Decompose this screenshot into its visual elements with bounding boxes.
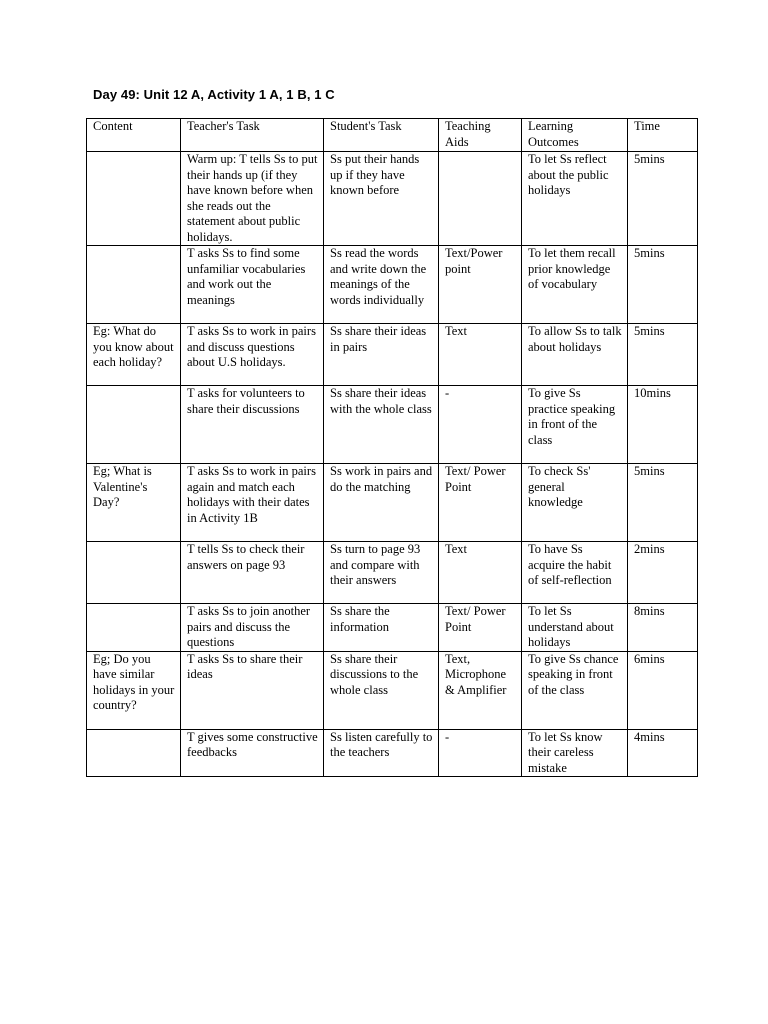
cell-content: Eg: What do you know about each holiday? bbox=[87, 324, 181, 386]
cell-teaching-aids: Text bbox=[439, 542, 522, 604]
cell-content bbox=[87, 542, 181, 604]
table-row bbox=[87, 246, 698, 324]
cell-content: Eg; What is Valentine's Day? bbox=[87, 464, 181, 542]
header-time: Time bbox=[628, 119, 698, 152]
cell-students-task: Ss turn to page 93 and compare with their answers bbox=[324, 542, 439, 604]
cell-learning-outcomes: To let Ss know their careless mistake bbox=[522, 729, 628, 777]
cell-time: 2mins bbox=[628, 542, 698, 604]
cell-teaching-aids bbox=[439, 152, 522, 246]
table-header-row bbox=[87, 119, 698, 152]
cell-teachers-task: T asks Ss to find some unfamiliar vocabularies and work out the meanings bbox=[181, 246, 324, 324]
header-teachers-task: Teacher's Task bbox=[181, 119, 324, 152]
cell-time: 6mins bbox=[628, 651, 698, 729]
cell-teachers-task: T asks Ss to work in pairs and discuss questions about U.S holidays. bbox=[181, 324, 324, 386]
header-teaching-aids: Teaching Aids bbox=[439, 119, 522, 152]
table-row bbox=[87, 651, 698, 729]
cell-learning-outcomes: To give Ss chance speaking in front of the class bbox=[522, 651, 628, 729]
cell-teaching-aids: Text bbox=[439, 324, 522, 386]
cell-time: 5mins bbox=[628, 246, 698, 324]
cell-teaching-aids: - bbox=[439, 729, 522, 777]
cell-learning-outcomes: To check Ss' general knowledge bbox=[522, 464, 628, 542]
header-content: Content bbox=[87, 119, 181, 152]
cell-students-task: Ss read the words and write down the meanings of the words individually bbox=[324, 246, 439, 324]
cell-learning-outcomes: To have Ss acquire the habit of self-reflection bbox=[522, 542, 628, 604]
cell-teachers-task: T asks Ss to work in pairs again and match each holidays with their dates in Activity 1B bbox=[181, 464, 324, 542]
cell-learning-outcomes: To let Ss understand about holidays bbox=[522, 604, 628, 652]
cell-teachers-task: T asks Ss to join another pairs and discuss the questions bbox=[181, 604, 324, 652]
cell-learning-outcomes: To give Ss practice speaking in front of the class bbox=[522, 386, 628, 464]
cell-students-task: Ss share their ideas with the whole class bbox=[324, 386, 439, 464]
cell-learning-outcomes: To let them recall prior knowledge of vocabulary bbox=[522, 246, 628, 324]
cell-teachers-task: T tells Ss to check their answers on page 93 bbox=[181, 542, 324, 604]
cell-learning-outcomes: To allow Ss to talk about holidays bbox=[522, 324, 628, 386]
cell-teaching-aids: Text/ Power Point bbox=[439, 464, 522, 542]
table-row bbox=[87, 604, 698, 652]
cell-teachers-task: T asks for volunteers to share their discussions bbox=[181, 386, 324, 464]
cell-teaching-aids: Text/Power point bbox=[439, 246, 522, 324]
document-title: Day 49: Unit 12 A, Activity 1 A, 1 B, 1 C bbox=[93, 87, 335, 102]
cell-teachers-task: T asks Ss to share their ideas bbox=[181, 651, 324, 729]
cell-time: 5mins bbox=[628, 324, 698, 386]
cell-time: 5mins bbox=[628, 152, 698, 246]
cell-time: 4mins bbox=[628, 729, 698, 777]
cell-content bbox=[87, 246, 181, 324]
table-row bbox=[87, 729, 698, 777]
table-body bbox=[87, 152, 698, 777]
lesson-plan-table bbox=[86, 118, 698, 777]
table-row bbox=[87, 152, 698, 246]
header-students-task: Student's Task bbox=[324, 119, 439, 152]
cell-students-task: Ss share the information bbox=[324, 604, 439, 652]
cell-students-task: Ss put their hands up if they have known before bbox=[324, 152, 439, 246]
cell-time: 10mins bbox=[628, 386, 698, 464]
cell-content bbox=[87, 386, 181, 464]
cell-students-task: Ss share their discussions to the whole class bbox=[324, 651, 439, 729]
cell-learning-outcomes: To let Ss reflect about the public holidays bbox=[522, 152, 628, 246]
table-row bbox=[87, 464, 698, 542]
cell-students-task: Ss listen carefully to the teachers bbox=[324, 729, 439, 777]
cell-content bbox=[87, 152, 181, 246]
cell-time: 5mins bbox=[628, 464, 698, 542]
header-learning-outcomes: Learning Outcomes bbox=[522, 119, 628, 152]
cell-content bbox=[87, 604, 181, 652]
cell-time: 8mins bbox=[628, 604, 698, 652]
cell-students-task: Ss work in pairs and do the matching bbox=[324, 464, 439, 542]
table-row bbox=[87, 542, 698, 604]
cell-teachers-task: Warm up: T tells Ss to put their hands up (if they have known before when she reads out the statement about public holidays. bbox=[181, 152, 324, 246]
cell-teachers-task: T gives some constructive feedbacks bbox=[181, 729, 324, 777]
cell-students-task: Ss share their ideas in pairs bbox=[324, 324, 439, 386]
table-row bbox=[87, 386, 698, 464]
cell-content: Eg; Do you have similar holidays in your country? bbox=[87, 651, 181, 729]
cell-teaching-aids: Text, Microphone & Amplifier bbox=[439, 651, 522, 729]
cell-teaching-aids: - bbox=[439, 386, 522, 464]
table-row bbox=[87, 324, 698, 386]
cell-content bbox=[87, 729, 181, 777]
cell-teaching-aids: Text/ Power Point bbox=[439, 604, 522, 652]
